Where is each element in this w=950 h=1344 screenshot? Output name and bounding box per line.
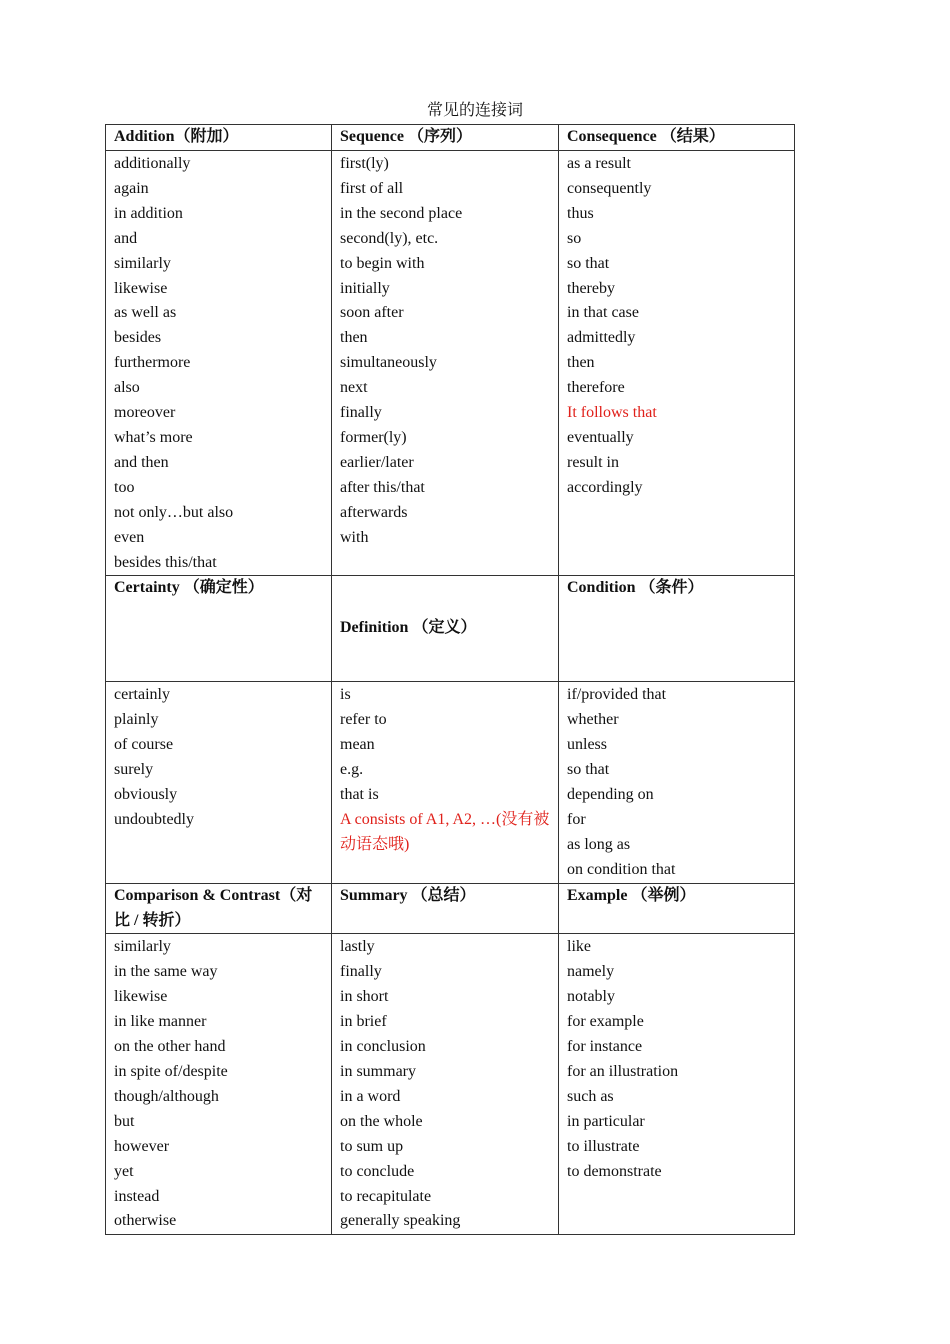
sequence-word: after this/that: [340, 478, 425, 496]
comparison-word: similarly: [114, 938, 171, 956]
condition-word: depending on: [567, 786, 654, 804]
words-row-certainty-definition-condition: [106, 682, 795, 883]
addition-word: and: [114, 229, 138, 247]
condition-word: if/provided that: [567, 686, 667, 704]
condition-word: so that: [567, 761, 610, 779]
consequence-word: therefore: [567, 379, 625, 397]
consequence-word: eventually: [567, 428, 634, 446]
example-word: in particular: [567, 1112, 645, 1130]
sequence-word: first(ly): [340, 155, 389, 172]
addition-word: moreover: [114, 404, 176, 422]
words-row-addition-sequence-consequence: [106, 151, 795, 576]
sequence-word: to begin with: [340, 254, 425, 272]
certainty-word: of course: [114, 736, 174, 754]
consequence-word: thus: [567, 204, 594, 222]
condition-word: on condition that: [567, 860, 676, 878]
consequence-word: so that: [567, 254, 610, 272]
sequence-word: in the second place: [340, 204, 463, 222]
example-word: like: [567, 938, 591, 956]
header-definition: Definition （定义）: [332, 576, 559, 682]
comparison-word: in spite of/despite: [114, 1063, 228, 1080]
header-example: Example （举例）: [559, 883, 795, 934]
certainty-word: certainly: [114, 686, 170, 704]
sequence-word: initially: [340, 279, 390, 297]
sequence-word: simultaneously: [340, 354, 437, 372]
consequence-word: as a result: [567, 155, 631, 172]
example-word: such as: [567, 1087, 614, 1105]
condition-word: unless: [567, 736, 607, 754]
summary-word: to conclude: [340, 1162, 415, 1180]
header-addition: Addition（附加）: [106, 125, 332, 151]
sequence-word: soon after: [340, 304, 404, 322]
certainty-word: undoubtedly: [114, 810, 194, 828]
header-condition: Condition （条件）: [559, 576, 795, 682]
addition-word: similarly: [114, 254, 171, 272]
example-word: for example: [567, 1013, 644, 1031]
header-row-comparison-summary-example: [106, 883, 795, 934]
example-word: to illustrate: [567, 1137, 640, 1155]
summary-cell: [332, 934, 559, 1235]
definition-word: that is: [340, 786, 379, 804]
addition-word: besides: [114, 329, 162, 347]
comparison-word: on the other hand: [114, 1038, 226, 1056]
sequence-word: finally: [340, 404, 382, 422]
example-word: namely: [567, 963, 615, 981]
condition-word: whether: [567, 711, 619, 729]
comparison-word: likewise: [114, 988, 168, 1006]
comparison-word: instead: [114, 1187, 160, 1205]
sequence-word: afterwards: [340, 503, 408, 521]
header-comparison-contrast: Comparison & Contrast（对比 / 转折）: [106, 883, 332, 934]
consequence-word: admittedly: [567, 329, 636, 347]
consequence-word: then: [567, 354, 595, 372]
header-consequence: Consequence （结果）: [559, 125, 795, 151]
addition-word: what’s more: [114, 428, 193, 446]
summary-word: finally: [340, 963, 382, 981]
addition-word: in addition: [114, 204, 183, 222]
sequence-word: first of all: [340, 179, 404, 197]
certainty-word: surely: [114, 761, 154, 779]
condition-word: for: [567, 810, 586, 828]
definition-word: is: [340, 686, 351, 704]
consequence-word: result in: [567, 453, 619, 471]
summary-word: in short: [340, 988, 389, 1006]
summary-word: in conclusion: [340, 1038, 426, 1056]
addition-word: likewise: [114, 279, 168, 297]
condition-cell: [559, 682, 795, 883]
comparison-word: in like manner: [114, 1013, 207, 1031]
addition-word: also: [114, 379, 140, 397]
comparison-word: otherwise: [114, 1212, 177, 1230]
header-certainty: Certainty （确定性）: [106, 576, 332, 682]
header-sequence: Sequence （序列）: [332, 125, 559, 151]
certainty-word: plainly: [114, 711, 159, 729]
example-cell: [559, 934, 795, 1235]
sequence-cell: [332, 151, 559, 576]
summary-word: generally speaking: [340, 1212, 461, 1230]
comparison-cell: [106, 934, 332, 1235]
addition-word: furthermore: [114, 354, 191, 372]
addition-word: as well as: [114, 304, 177, 322]
consequence-word: so: [567, 229, 582, 247]
definition-word: A consists of A1, A2, …(没有被动语态哦): [340, 810, 550, 853]
addition-word: even: [114, 528, 145, 546]
summary-word: in summary: [340, 1063, 416, 1080]
document-title: 常见的连接词: [426, 102, 523, 119]
comparison-word: but: [114, 1112, 135, 1130]
consequence-word: accordingly: [567, 478, 643, 496]
addition-word: too: [114, 478, 135, 496]
addition-cell: [106, 151, 332, 576]
consequence-word: thereby: [567, 279, 615, 297]
example-word: to demonstrate: [567, 1162, 662, 1180]
sequence-word: earlier/later: [340, 453, 414, 471]
consequence-word: in that case: [567, 304, 639, 322]
sequence-word: then: [340, 329, 368, 347]
comparison-word: though/although: [114, 1087, 219, 1105]
summary-word: on the whole: [340, 1112, 423, 1130]
addition-word: again: [114, 179, 149, 197]
consequence-word: consequently: [567, 179, 652, 197]
header-summary: Summary （总结）: [332, 883, 559, 934]
comparison-word: yet: [114, 1162, 134, 1180]
summary-word: to sum up: [340, 1137, 404, 1155]
consequence-cell: [559, 151, 795, 576]
addition-word: additionally: [114, 155, 191, 172]
certainty-word: obviously: [114, 786, 178, 804]
definition-word: e.g.: [340, 761, 364, 779]
header-row-addition-sequence-consequence: [106, 125, 795, 151]
sequence-word: next: [340, 379, 368, 397]
definition-cell: [332, 682, 559, 883]
definition-word: mean: [340, 736, 375, 754]
definition-word: refer to: [340, 711, 387, 729]
example-word: notably: [567, 988, 615, 1006]
example-word: for instance: [567, 1038, 643, 1056]
condition-word: as long as: [567, 835, 631, 853]
example-word: for an illustration: [567, 1063, 679, 1080]
sequence-word: former(ly): [340, 428, 407, 446]
connectives-table: [105, 124, 795, 1235]
addition-word: and then: [114, 453, 169, 471]
header-row-certainty-definition-condition: [106, 576, 795, 682]
comparison-word: in the same way: [114, 963, 218, 981]
addition-word: besides this/that: [114, 553, 217, 571]
certainty-cell: [106, 682, 332, 883]
sequence-word: with: [340, 528, 369, 546]
summary-word: lastly: [340, 938, 375, 956]
summary-word: in brief: [340, 1013, 387, 1031]
comparison-word: however: [114, 1137, 170, 1155]
consequence-word: It follows that: [567, 404, 657, 422]
sequence-word: second(ly), etc.: [340, 229, 439, 247]
addition-word: not only…but also: [114, 503, 234, 521]
summary-word: in a word: [340, 1087, 401, 1105]
summary-word: to recapitulate: [340, 1187, 432, 1205]
words-row-comparison-summary-example: [106, 934, 795, 1235]
